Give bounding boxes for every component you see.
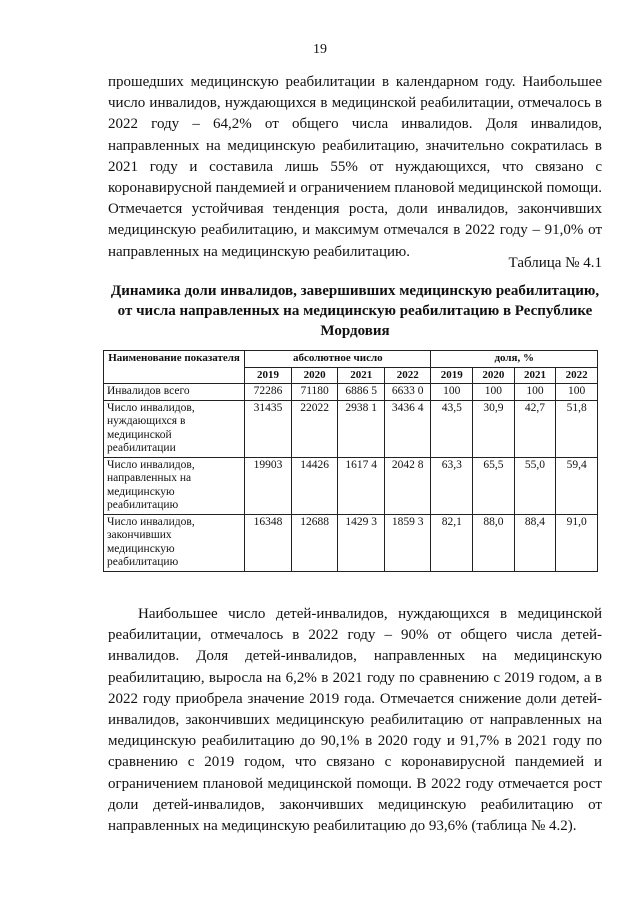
abs-cell: 6633 0 <box>384 384 431 401</box>
pct-cell: 59,4 <box>556 457 598 514</box>
table-row <box>104 457 598 514</box>
name-column-header: Наименование показателя <box>104 351 245 384</box>
table-caption: Динамика доли инвалидов, завершивших медицинскую реабилитацию, от числа направленных на медицинскую реабилитацию в Республике Мордовия <box>110 283 600 339</box>
pct-cell: 43,5 <box>431 400 473 457</box>
pct-cell: 100 <box>514 384 556 401</box>
pct-cell: 91,0 <box>556 514 598 571</box>
table-row <box>104 400 598 457</box>
year-header: 2019 <box>431 367 473 384</box>
pct-cell: 65,5 <box>473 457 515 514</box>
abs-cell: 71180 <box>291 384 338 401</box>
abs-cell: 19903 <box>245 457 292 514</box>
abs-cell: 3436 4 <box>384 400 431 457</box>
abs-cell: 1859 3 <box>384 514 431 571</box>
abs-cell: 2042 8 <box>384 457 431 514</box>
abs-cell: 1617 4 <box>338 457 385 514</box>
pct-cell: 100 <box>556 384 598 401</box>
data-table <box>103 350 598 572</box>
year-header: 2019 <box>245 367 292 384</box>
pct-cell: 82,1 <box>431 514 473 571</box>
pct-cell: 55,0 <box>514 457 556 514</box>
pct-cell: 63,3 <box>431 457 473 514</box>
abs-cell: 1429 3 <box>338 514 385 571</box>
pct-column-header: доля, % <box>431 351 598 368</box>
table-number: Таблица № 4.1 <box>508 255 602 271</box>
table-header-row <box>104 351 598 368</box>
row-label: Инвалидов всего <box>104 384 245 401</box>
closing-paragraph: Наибольшее число детей-инвалидов, нуждающихся в медицинской реабилитации, отмечалось в 2022 году – 90% от общего числа детей-инвалидов. Доля детей-инвалидов, направленных на медицинскую реабилитацию, выросла на 6,2% в 2021 году по сравнению с 2019 годом, а в 2022 году приобрела значение 2019 года. Отмечается снижение доли детей-инвалидов, закончивших медицинскую реабилитацию от направленных на медицинскую реабилитацию до 90,1% в 2020 году и 91,7% в 2021 году по сравнению с 2019 годом, что связано с коронавирусной пандемией и ограничением плановой медицинской помощи. В 2022 году отмечается рост доли детей-инвалидов, закончивших медицинскую реабилитацию от направленных на медицинскую реабилитацию до 93,6% (таблица № 4.2). <box>108 606 602 835</box>
abs-cell: 72286 <box>245 384 292 401</box>
abs-cell: 12688 <box>291 514 338 571</box>
page-number: 19 <box>313 42 327 57</box>
pct-cell: 88,4 <box>514 514 556 571</box>
abs-column-header: абсолютное число <box>245 351 431 368</box>
year-header: 2022 <box>384 367 431 384</box>
row-label: Число инвалидов, направленных на медицинскую реабилитацию <box>104 457 245 514</box>
abs-cell: 31435 <box>245 400 292 457</box>
abs-cell: 6886 5 <box>338 384 385 401</box>
pct-cell: 100 <box>431 384 473 401</box>
row-label: Число инвалидов, нуждающихся в медицинской реабилитации <box>104 400 245 457</box>
row-label: Число инвалидов, закончивших медицинскую реабилитацию <box>104 514 245 571</box>
abs-cell: 14426 <box>291 457 338 514</box>
table-row <box>104 514 598 571</box>
intro-paragraph: прошедших медицинскую реабилитации в календарном году. Наибольшее число инвалидов, нуждающихся в медицинской реабилитации, отмечалось в 2022 году – 64,2% от общего числа инвалидов. Доля инвалидов, направленных на медицинскую реабилитацию, значительно сократилась в 2021 году и составила лишь 55% от нуждающихся, что связано с коронавирусной пандемией и ограничением плановой медицинской помощи. Отмечается устойчивая тенденция роста, доли инвалидов, закончивших медицинскую реабилитацию, и максимум отмечался в 2022 году – 91,0% от направленных на медицинскую реабилитацию. <box>108 74 603 260</box>
pct-cell: 51,8 <box>556 400 598 457</box>
table-row <box>104 384 598 401</box>
year-header: 2020 <box>291 367 338 384</box>
pct-cell: 88,0 <box>473 514 515 571</box>
year-header: 2021 <box>514 367 556 384</box>
pct-cell: 100 <box>473 384 515 401</box>
year-header: 2020 <box>473 367 515 384</box>
abs-cell: 2938 1 <box>338 400 385 457</box>
year-header: 2021 <box>338 367 385 384</box>
pct-cell: 30,9 <box>473 400 515 457</box>
pct-cell: 42,7 <box>514 400 556 457</box>
year-header: 2022 <box>556 367 598 384</box>
abs-cell: 16348 <box>245 514 292 571</box>
abs-cell: 22022 <box>291 400 338 457</box>
